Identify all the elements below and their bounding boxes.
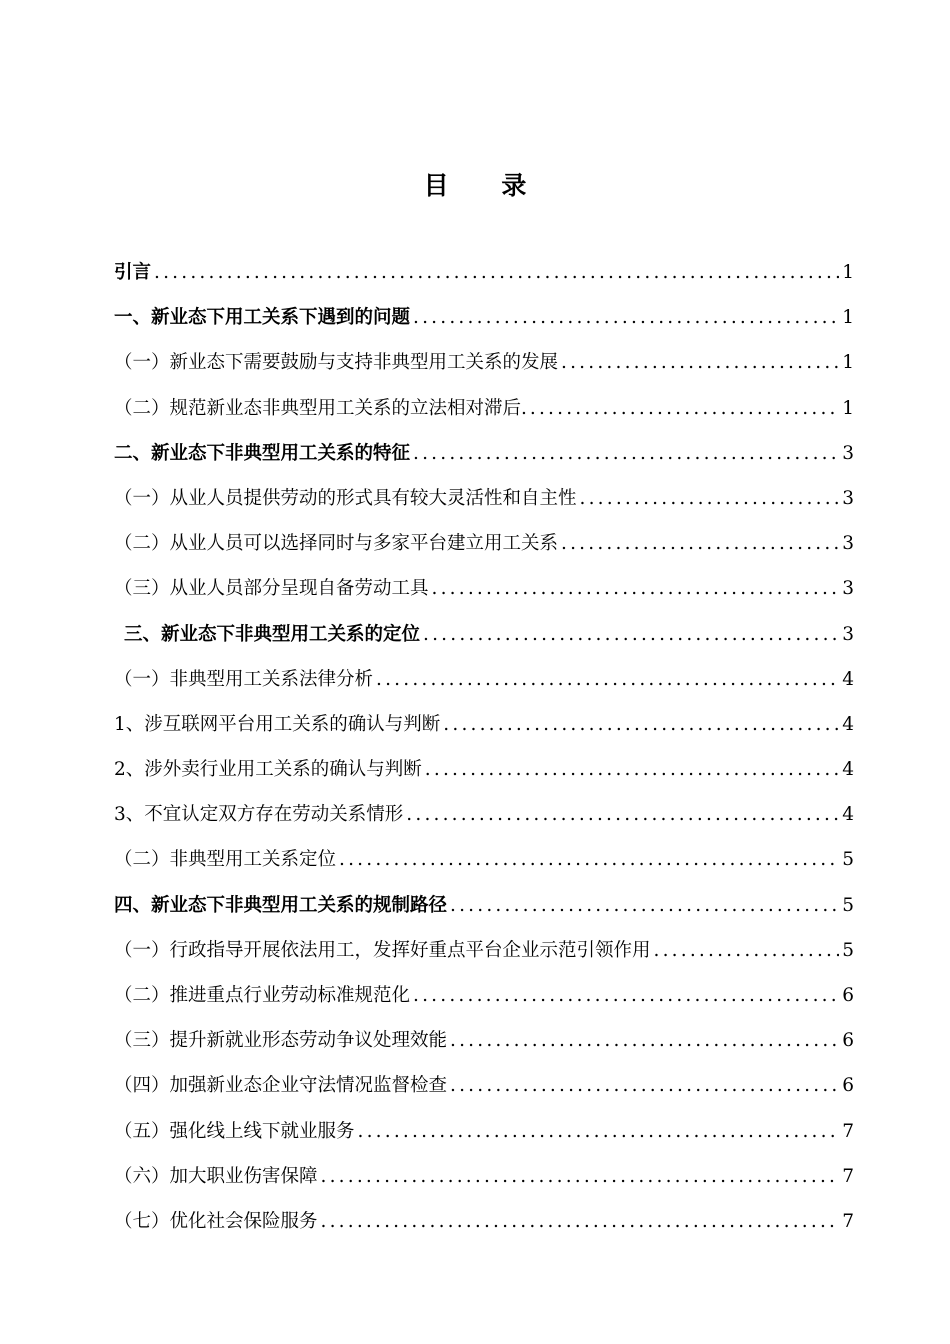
toc-entry-label: （六）加大职业伤害保障 — [114, 1165, 318, 1187]
toc-entry[interactable] — [114, 747, 854, 792]
toc-entry-label: （一）从业人员提供劳动的形式具有较大灵活性和自主性 — [114, 487, 577, 509]
toc-entry-page: 3 — [842, 533, 854, 555]
toc-entry-label: 1、涉互联网平台用工关系的确认与判断 — [114, 713, 441, 735]
toc-entry-page: 5 — [842, 849, 854, 871]
toc-entry[interactable] — [114, 1154, 854, 1199]
dot-leader — [321, 1199, 840, 1244]
page-title: 目 录 — [423, 171, 549, 200]
dot-leader — [358, 1109, 840, 1154]
toc-entry-page: 3 — [842, 578, 854, 600]
toc-entry[interactable] — [114, 566, 854, 611]
dot-leader — [561, 340, 839, 385]
toc-entry-label: 四、新业态下非典型用工关系的规制路径 — [114, 894, 448, 916]
dot-leader — [154, 250, 839, 295]
toc-entry[interactable] — [114, 386, 854, 431]
toc-entry-label: （三）提升新就业形态劳动争议处理效能 — [114, 1030, 448, 1052]
toc-entry-label: （四）加强新业态企业守法情况监督检查 — [114, 1075, 448, 1097]
toc-entry-label: （二）非典型用工关系定位 — [114, 849, 337, 871]
toc-entry-page: 4 — [842, 668, 854, 690]
toc-entry[interactable] — [114, 702, 854, 747]
toc-entry-label: （七）优化社会保险服务 — [114, 1210, 318, 1232]
toc-entry-label: （一）非典型用工关系法律分析 — [114, 668, 374, 690]
toc-entry-label: 三、新业态下非典型用工关系的定位 — [124, 623, 421, 645]
toc-entry[interactable] — [114, 973, 854, 1018]
dot-leader — [432, 566, 840, 611]
toc-entry-label: 2、涉外卖行业用工关系的确认与判断 — [114, 759, 422, 781]
toc-entry[interactable] — [114, 295, 854, 340]
toc-entry-page: 1 — [842, 352, 854, 374]
dot-leader — [450, 1018, 839, 1063]
toc-entry-label: （一）新业态下需要鼓励与支持非典型用工关系的发展 — [114, 352, 559, 374]
dot-leader — [450, 883, 839, 928]
toc-entry-page: 4 — [842, 713, 854, 735]
dot-leader — [406, 792, 839, 837]
toc-entry-label: （二）从业人员可以选择同时与多家平台建立用工关系 — [114, 533, 559, 555]
toc-entry[interactable] — [114, 1199, 854, 1244]
toc-entry-page: 1 — [842, 262, 854, 283]
toc-entry-page: 7 — [842, 1210, 854, 1232]
toc-entry-label: 一、新业态下用工关系下遇到的问题 — [114, 307, 411, 329]
dot-leader — [580, 476, 840, 521]
dot-leader — [376, 657, 839, 702]
toc-entry-page: 1 — [842, 397, 854, 419]
toc-entry[interactable] — [114, 431, 854, 476]
toc-entry-page: 4 — [842, 804, 854, 826]
toc-entry-label: （二）推进重点行业劳动标准规范化 — [114, 985, 411, 1006]
toc-entry-label: （二）规范新业态非典型用工关系的立法相对滞后. — [114, 397, 527, 419]
toc-entry-page: 5 — [842, 939, 854, 961]
dot-leader — [339, 837, 839, 882]
toc-entry[interactable] — [114, 1018, 854, 1063]
toc-entry-label: 引言 — [114, 262, 152, 283]
toc-entry-page: 1 — [842, 307, 854, 329]
dot-leader — [443, 702, 839, 747]
dot-leader — [413, 431, 839, 476]
dot-leader — [413, 973, 839, 1018]
dot-leader — [530, 386, 839, 431]
toc-entry-page: 6 — [842, 1075, 854, 1097]
toc-entry[interactable] — [114, 837, 854, 882]
dot-leader — [450, 1063, 839, 1108]
toc-entry[interactable] — [114, 928, 854, 973]
toc-entry-page: 7 — [842, 1165, 854, 1187]
dot-leader — [561, 521, 839, 566]
toc-entry-page: 7 — [842, 1120, 854, 1142]
toc-entry-page: 4 — [842, 759, 854, 781]
toc-entry-page: 3 — [842, 487, 854, 509]
toc-entry-label: （一）行政指导开展依法用工，发挥好重点平台企业示范引领作用 — [114, 939, 651, 961]
toc-entry-page: 3 — [842, 623, 854, 645]
toc-entry[interactable] — [114, 792, 854, 837]
toc-entry[interactable] — [114, 1109, 854, 1154]
toc-entry-page: 5 — [842, 894, 854, 916]
toc-entry-label: （五）强化线上线下就业服务 — [114, 1120, 355, 1142]
toc-entry-page: 6 — [842, 1030, 854, 1052]
toc-entry[interactable] — [114, 657, 854, 702]
toc-entry[interactable] — [114, 612, 854, 657]
dot-leader — [425, 747, 839, 792]
dot-leader — [654, 928, 840, 973]
toc-entry-label: 二、新业态下非典型用工关系的特征 — [114, 442, 411, 464]
toc-entry[interactable] — [114, 476, 854, 521]
dot-leader — [423, 612, 839, 657]
toc-entry-page: 3 — [842, 442, 854, 464]
table-of-contents — [114, 250, 854, 1244]
toc-entry[interactable] — [114, 340, 854, 385]
toc-entry-page: 6 — [842, 985, 854, 1006]
toc-entry[interactable] — [114, 1063, 854, 1108]
toc-entry[interactable] — [114, 883, 854, 928]
toc-entry-label: 3、不宜认定双方存在劳动关系情形 — [114, 804, 404, 826]
dot-leader — [413, 295, 839, 340]
toc-entry[interactable] — [114, 521, 854, 566]
toc-entry[interactable] — [114, 250, 854, 295]
dot-leader — [321, 1154, 840, 1199]
toc-entry-label: （三）从业人员部分呈现自备劳动工具 — [114, 578, 429, 600]
